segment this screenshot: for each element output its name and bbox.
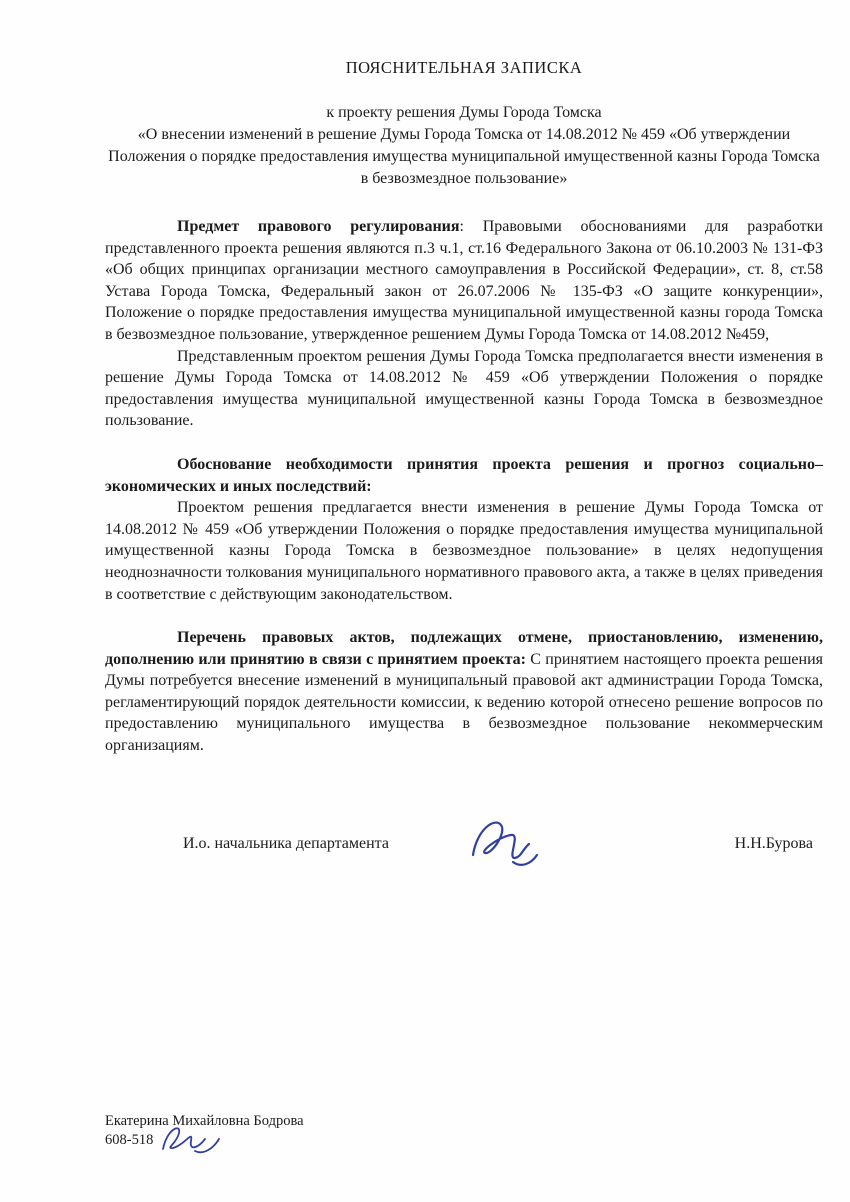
signature-ink-path — [473, 822, 537, 864]
subtitle-line-1: к проекту решения Думы Города Томска — [326, 104, 602, 121]
paragraph-proposal: Представленным проектом решения Думы Города Томска предполагается внести изменения в решение Думы Города Томска от 14.08.2012 № 459 «Об утверждении Положения о порядке предоставления имущества муниципальной имущественной казны Города Томска в безвозмездное пользование. — [105, 347, 823, 430]
signature-block — [105, 815, 823, 873]
footer-contact-name: Екатерина Михайловна Бодрова — [105, 1113, 304, 1129]
footer-ink-path — [163, 1128, 219, 1152]
signature-scribble — [463, 815, 541, 873]
signature-name: Н.Н.Бурова — [734, 834, 813, 852]
footer-ink-icon — [157, 1121, 223, 1157]
subtitle-line-2: «О внесении изменений в решение Думы Города Томска от 14.08.2012 № 459 «Об утверждении Положения о порядке предоставления имущества муниципальной имущественной казны Города Томска в безвозмездное пользование» — [108, 126, 820, 187]
footer-contact — [105, 1112, 304, 1153]
paragraph-justification-text: Проектом решения предлагается внести изменения в решение Думы Города Томска от 14.08.2012 № 459 «Об утверждении Положения о порядке предоставления имущества муниципальной имущественной казны Города Томска в безвозмездное пользование» в целях недопущения неоднозначности толкования муниципального нормативного правового акта, а также в целях приведения в соответствие с действующим законодательством. — [105, 499, 823, 603]
document-title: ПОЯСНИТЕЛЬНАЯ ЗАПИСКА — [345, 58, 583, 77]
paragraph-acts-text: С принятием настоящего проекта решения Думы потребуется внесение изменений в муниципальный правовой акт администрации Города Томска, регламентирующий порядок деятельности комиссии, к ведению которой отнесено решение вопросов по предоставлению муниципального имущества в безвозмездное пользование некоммерческим организациям. — [105, 650, 824, 755]
footer-phone-row — [105, 1131, 304, 1153]
document-subtitle — [105, 102, 823, 190]
paragraph-justification-heading: Обоснование необходимости принятия проекта решения и прогноз социально–экономических и иных последствий: — [105, 455, 823, 495]
footer-scribble — [157, 1121, 223, 1157]
paragraph-acts-list — [105, 627, 823, 757]
paragraph-subject — [105, 216, 823, 346]
signature-ink-icon — [463, 815, 541, 873]
paragraph-subject-lead: Предмет правового регулирования — [177, 218, 460, 235]
footer-contact-phone: 608-518 — [105, 1132, 154, 1148]
paragraph-subject-text: : Правовыми обоснованиями для разработки представленного проекта решения являются п.3 ч.1, ст.16 Федерального Закона от 06.10.2003 № 131-ФЗ «Об общих принципах организации местного самоуправления в Российской Федерации», ст. 8, ст.58 Устава Города Томска, Федеральный закон от 26.07.2006 № 135-ФЗ «О защите конкуренции», Положение о порядке предоставления имущества муниципальной имущественной казны города Томска в безвозмездное пользование, утвержденное решением Думы Города Томска от 14.08.2012 №459, — [105, 218, 823, 343]
paragraph-acts-lead: Перечень правовых актов, подлежащих отмене, приостановлению, изменению, дополнению или принятию в связи с принятием проекта: — [105, 629, 823, 668]
signature-position-label: И.о. начальника департамента — [183, 834, 389, 852]
